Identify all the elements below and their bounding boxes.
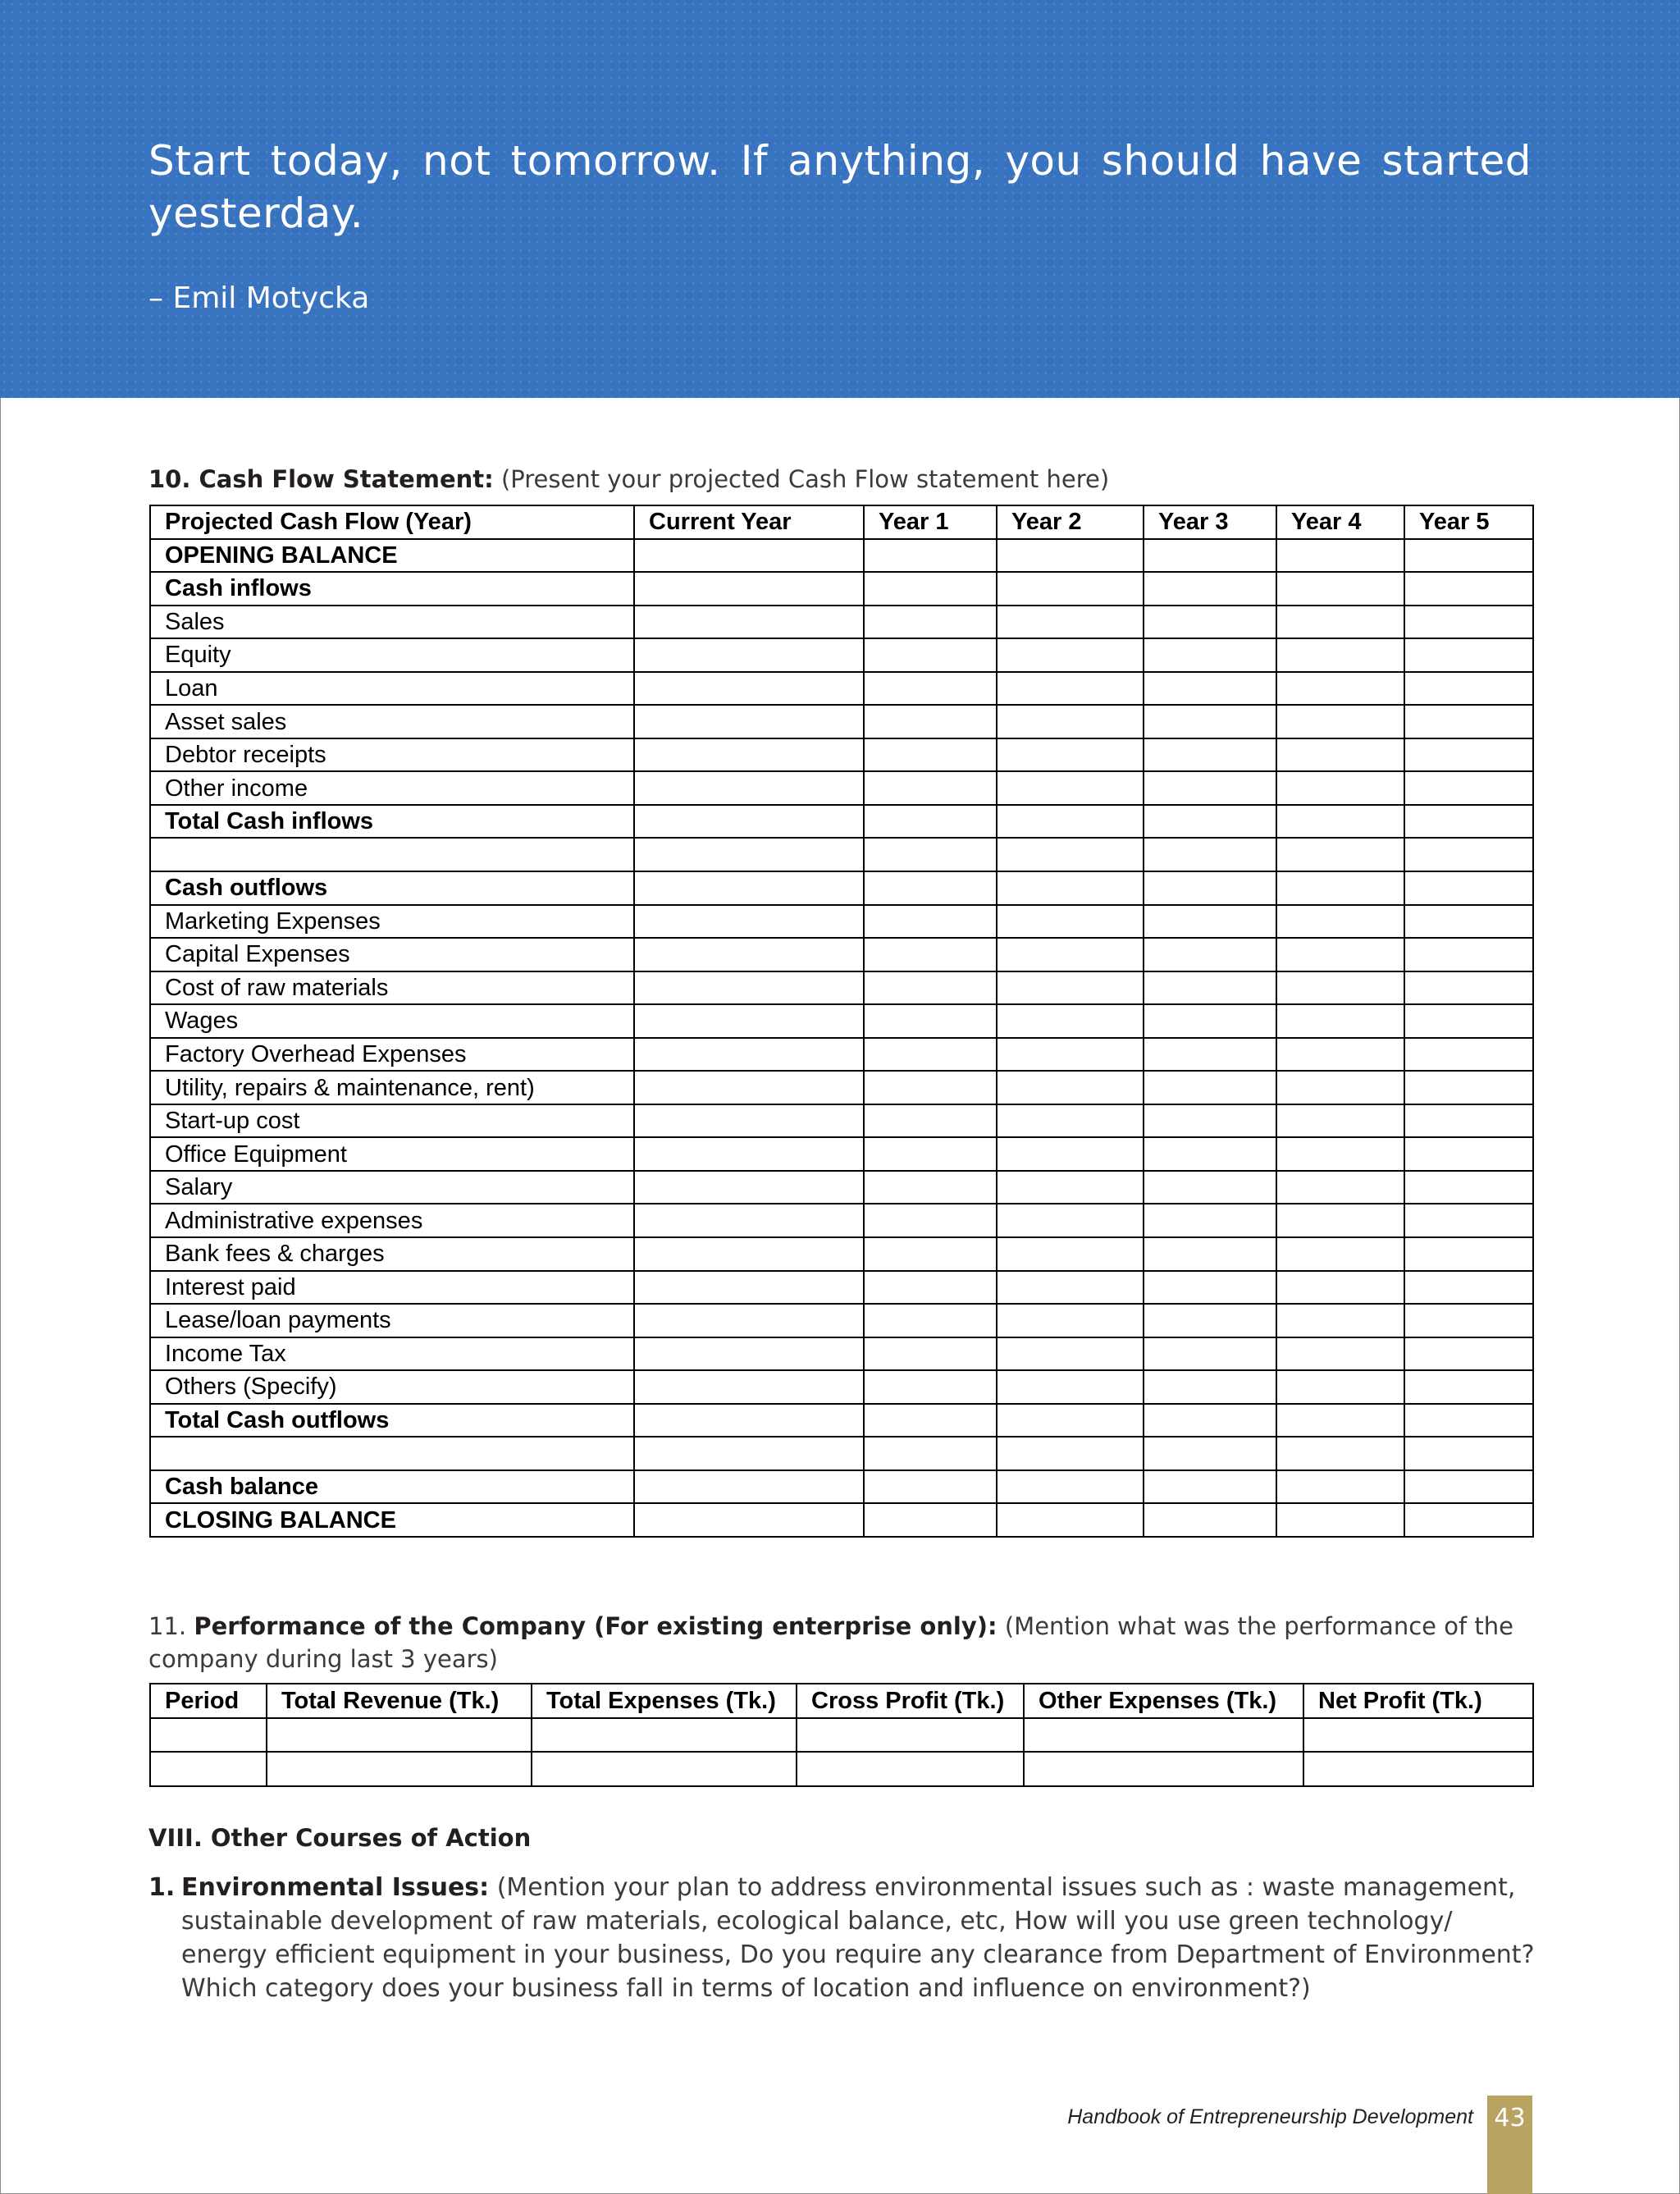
table-row xyxy=(150,672,1533,706)
empty-cell xyxy=(1144,606,1276,639)
row-label xyxy=(150,838,634,871)
empty-cell xyxy=(1276,1104,1404,1138)
empty-cell xyxy=(532,1718,797,1753)
empty-cell xyxy=(864,1437,997,1470)
item-number: 1. xyxy=(148,1873,176,1902)
empty-cell xyxy=(1404,606,1533,639)
row-label: Debtor receipts xyxy=(150,738,634,772)
row-label: Capital Expenses xyxy=(150,938,634,971)
empty-cell xyxy=(997,805,1144,839)
empty-cell xyxy=(1276,1204,1404,1237)
empty-cell xyxy=(997,1437,1144,1470)
empty-cell xyxy=(634,1171,864,1204)
table-header-row xyxy=(150,1684,1533,1718)
empty-cell xyxy=(997,1237,1144,1271)
empty-cell xyxy=(864,1004,997,1038)
empty-cell xyxy=(1276,1337,1404,1371)
empty-cell xyxy=(997,1304,1144,1337)
empty-cell xyxy=(864,838,997,871)
row-label: Others (Specify) xyxy=(150,1370,634,1404)
empty-cell xyxy=(1144,838,1276,871)
table-row xyxy=(150,871,1533,905)
performance-table xyxy=(149,1683,1534,1787)
table-header-row xyxy=(150,505,1533,539)
empty-cell xyxy=(997,771,1144,805)
empty-cell xyxy=(1404,1437,1533,1470)
empty-cell xyxy=(1276,1071,1404,1104)
empty-cell xyxy=(1144,1171,1276,1204)
table-row xyxy=(150,738,1533,772)
empty-cell xyxy=(1404,1470,1533,1504)
empty-cell xyxy=(1404,805,1533,839)
empty-cell xyxy=(1404,905,1533,939)
empty-cell xyxy=(1404,1104,1533,1138)
empty-cell xyxy=(997,1204,1144,1237)
empty-cell xyxy=(1404,1137,1533,1171)
empty-cell xyxy=(864,1104,997,1138)
table-row xyxy=(150,1004,1533,1038)
empty-cell xyxy=(1144,1437,1276,1470)
empty-cell xyxy=(1144,1370,1276,1404)
empty-cell xyxy=(1276,1171,1404,1204)
empty-cell xyxy=(1144,805,1276,839)
empty-cell xyxy=(1144,1137,1276,1171)
row-label: Marketing Expenses xyxy=(150,905,634,939)
table-row xyxy=(150,805,1533,839)
empty-cell xyxy=(864,1237,997,1271)
empty-cell xyxy=(1404,1503,1533,1537)
table-row xyxy=(150,705,1533,738)
empty-cell xyxy=(1276,1404,1404,1438)
empty-cell xyxy=(997,838,1144,871)
table-row xyxy=(150,1038,1533,1072)
empty-cell xyxy=(634,1038,864,1072)
empty-cell xyxy=(1404,771,1533,805)
empty-cell xyxy=(864,1503,997,1537)
empty-cell xyxy=(997,1337,1144,1371)
empty-cell xyxy=(1276,572,1404,606)
empty-cell xyxy=(1276,672,1404,706)
empty-cell xyxy=(864,1271,997,1305)
empty-cell xyxy=(864,1304,997,1337)
column-header: Current Year xyxy=(634,505,864,539)
empty-cell xyxy=(1144,1337,1276,1371)
row-label: OPENING BALANCE xyxy=(150,539,634,573)
empty-cell xyxy=(997,1171,1144,1204)
table-row xyxy=(150,971,1533,1005)
empty-cell xyxy=(1144,1004,1276,1038)
row-label: Lease/loan payments xyxy=(150,1304,634,1337)
row-label: Factory Overhead Expenses xyxy=(150,1038,634,1072)
table-row xyxy=(150,1104,1533,1138)
empty-cell xyxy=(1144,1071,1276,1104)
table-row xyxy=(150,1404,1533,1438)
table-row xyxy=(150,1437,1533,1470)
empty-cell xyxy=(634,1004,864,1038)
empty-cell xyxy=(1144,539,1276,573)
empty-cell xyxy=(1276,638,1404,672)
empty-cell xyxy=(864,638,997,672)
empty-cell xyxy=(1404,1271,1533,1305)
empty-cell xyxy=(1404,1004,1533,1038)
empty-cell xyxy=(864,1171,997,1204)
column-header: Total Expenses (Tk.) xyxy=(532,1684,797,1718)
empty-cell xyxy=(634,705,864,738)
row-label: Other income xyxy=(150,771,634,805)
empty-cell xyxy=(864,771,997,805)
table-row xyxy=(150,1171,1533,1204)
table-row xyxy=(150,771,1533,805)
empty-cell xyxy=(864,1470,997,1504)
row-label xyxy=(150,1437,634,1470)
empty-cell xyxy=(1276,1271,1404,1305)
row-label: Loan xyxy=(150,672,634,706)
row-label: Equity xyxy=(150,638,634,672)
empty-cell xyxy=(1276,905,1404,939)
row-label: Cash outflows xyxy=(150,871,634,905)
empty-cell xyxy=(1404,838,1533,871)
empty-cell xyxy=(634,1503,864,1537)
empty-cell xyxy=(1144,672,1276,706)
table-row xyxy=(150,1718,1533,1753)
empty-cell xyxy=(1144,1038,1276,1072)
table-row xyxy=(150,1503,1533,1537)
empty-cell xyxy=(1276,1437,1404,1470)
empty-cell xyxy=(634,1237,864,1271)
column-header: Period xyxy=(150,1684,267,1718)
row-label: Cash balance xyxy=(150,1470,634,1504)
row-label: Administrative expenses xyxy=(150,1204,634,1237)
empty-cell xyxy=(1276,1137,1404,1171)
quote-text: Start today, not tomorrow. If anything, you should have started yesterday. xyxy=(148,137,1532,237)
empty-cell xyxy=(997,1404,1144,1438)
empty-cell xyxy=(1276,1237,1404,1271)
empty-cell xyxy=(1404,1038,1533,1072)
empty-cell xyxy=(1404,1304,1533,1337)
empty-cell xyxy=(864,705,997,738)
empty-cell xyxy=(997,672,1144,706)
empty-cell xyxy=(797,1752,1024,1786)
empty-cell xyxy=(1276,838,1404,871)
table-row xyxy=(150,905,1533,939)
row-label: Interest paid xyxy=(150,1271,634,1305)
empty-cell xyxy=(997,938,1144,971)
column-header: Year 2 xyxy=(997,505,1144,539)
empty-cell xyxy=(1404,1404,1533,1438)
item-body xyxy=(181,1871,1535,2005)
empty-cell xyxy=(634,1204,864,1237)
footer-book-title: Handbook of Entrepreneurship Development xyxy=(1067,2105,1473,2128)
empty-cell xyxy=(1276,771,1404,805)
empty-cell xyxy=(864,572,997,606)
table-row xyxy=(150,606,1533,639)
empty-cell xyxy=(997,606,1144,639)
performance-heading-note: (Mention what was the performance of the company during last 3 years) xyxy=(148,1612,1513,1673)
empty-cell xyxy=(997,705,1144,738)
empty-cell xyxy=(1144,1271,1276,1305)
empty-cell xyxy=(1404,705,1533,738)
table-row xyxy=(150,539,1533,573)
empty-cell xyxy=(1276,705,1404,738)
empty-cell xyxy=(634,1437,864,1470)
empty-cell xyxy=(634,738,864,772)
empty-cell xyxy=(1404,1337,1533,1371)
empty-cell xyxy=(532,1752,797,1786)
table-row xyxy=(150,838,1533,871)
empty-cell xyxy=(634,1337,864,1371)
empty-cell xyxy=(1404,1204,1533,1237)
empty-cell xyxy=(864,672,997,706)
empty-cell xyxy=(1276,1503,1404,1537)
quote-author: – Emil Motycka xyxy=(148,281,370,315)
empty-cell xyxy=(864,738,997,772)
table-row xyxy=(150,1470,1533,1504)
empty-cell xyxy=(1404,1171,1533,1204)
table-row xyxy=(150,1271,1533,1305)
table-row xyxy=(150,1137,1533,1171)
table-row xyxy=(150,638,1533,672)
empty-cell xyxy=(864,1038,997,1072)
empty-cell xyxy=(634,672,864,706)
empty-cell xyxy=(1404,971,1533,1005)
empty-cell xyxy=(150,1752,267,1786)
table-row xyxy=(150,1204,1533,1237)
quote-banner xyxy=(0,0,1680,398)
row-label: CLOSING BALANCE xyxy=(150,1503,634,1537)
empty-cell xyxy=(1144,1470,1276,1504)
empty-cell xyxy=(1404,539,1533,573)
empty-cell xyxy=(997,971,1144,1005)
empty-cell xyxy=(1404,871,1533,905)
other-courses-heading: VIII. Other Courses of Action xyxy=(148,1824,532,1852)
performance-heading-number: 11. xyxy=(148,1612,187,1640)
empty-cell xyxy=(997,1038,1144,1072)
empty-cell xyxy=(1144,705,1276,738)
empty-cell xyxy=(634,1404,864,1438)
row-label: Salary xyxy=(150,1171,634,1204)
empty-cell xyxy=(1144,638,1276,672)
empty-cell xyxy=(1404,1237,1533,1271)
empty-cell xyxy=(997,1271,1144,1305)
empty-cell xyxy=(267,1752,532,1786)
empty-cell xyxy=(634,1104,864,1138)
empty-cell xyxy=(1276,1470,1404,1504)
empty-cell xyxy=(634,871,864,905)
column-header: Year 5 xyxy=(1404,505,1533,539)
column-header: Net Profit (Tk.) xyxy=(1303,1684,1533,1718)
row-label: Wages xyxy=(150,1004,634,1038)
empty-cell xyxy=(864,871,997,905)
table-row xyxy=(150,938,1533,971)
table-row xyxy=(150,1304,1533,1337)
empty-cell xyxy=(997,1004,1144,1038)
empty-cell xyxy=(1404,738,1533,772)
empty-cell xyxy=(1144,1104,1276,1138)
row-label: Cash inflows xyxy=(150,572,634,606)
empty-cell xyxy=(1144,738,1276,772)
empty-cell xyxy=(634,572,864,606)
empty-cell xyxy=(864,1404,997,1438)
table-row xyxy=(150,1370,1533,1404)
row-label: Income Tax xyxy=(150,1337,634,1371)
empty-cell xyxy=(864,606,997,639)
empty-cell xyxy=(634,838,864,871)
empty-cell xyxy=(997,1370,1144,1404)
empty-cell xyxy=(634,771,864,805)
empty-cell xyxy=(1276,1304,1404,1337)
empty-cell xyxy=(1276,871,1404,905)
column-header: Year 1 xyxy=(864,505,997,539)
empty-cell xyxy=(634,606,864,639)
empty-cell xyxy=(864,1204,997,1237)
empty-cell xyxy=(634,638,864,672)
table-row xyxy=(150,1237,1533,1271)
empty-cell xyxy=(634,805,864,839)
empty-cell xyxy=(1303,1752,1533,1786)
empty-cell xyxy=(997,1503,1144,1537)
column-header: Projected Cash Flow (Year) xyxy=(150,505,634,539)
column-header: Total Revenue (Tk.) xyxy=(267,1684,532,1718)
empty-cell xyxy=(997,638,1144,672)
empty-cell xyxy=(864,905,997,939)
empty-cell xyxy=(997,572,1144,606)
empty-cell xyxy=(1276,1004,1404,1038)
empty-cell xyxy=(634,1137,864,1171)
empty-cell xyxy=(997,905,1144,939)
empty-cell xyxy=(997,1470,1144,1504)
item-title: Environmental Issues: xyxy=(181,1873,490,1902)
empty-cell xyxy=(864,1370,997,1404)
empty-cell xyxy=(864,539,997,573)
empty-cell xyxy=(634,1271,864,1305)
row-label: Utility, repairs & maintenance, rent) xyxy=(150,1071,634,1104)
empty-cell xyxy=(1276,738,1404,772)
cash-flow-heading xyxy=(148,463,1109,496)
empty-cell xyxy=(1404,672,1533,706)
empty-cell xyxy=(1144,1237,1276,1271)
row-label: Asset sales xyxy=(150,705,634,738)
empty-cell xyxy=(1276,971,1404,1005)
empty-cell xyxy=(1404,638,1533,672)
empty-cell xyxy=(997,871,1144,905)
empty-cell xyxy=(1144,905,1276,939)
empty-cell xyxy=(634,971,864,1005)
row-label: Total Cash outflows xyxy=(150,1404,634,1438)
table-row xyxy=(150,1071,1533,1104)
cash-flow-table xyxy=(149,505,1534,1538)
empty-cell xyxy=(150,1718,267,1753)
empty-cell xyxy=(864,1137,997,1171)
row-label: Start-up cost xyxy=(150,1104,634,1138)
empty-cell xyxy=(1276,805,1404,839)
empty-cell xyxy=(1144,1404,1276,1438)
empty-cell xyxy=(997,738,1144,772)
empty-cell xyxy=(997,1104,1144,1138)
column-header: Year 4 xyxy=(1276,505,1404,539)
empty-cell xyxy=(634,1304,864,1337)
empty-cell xyxy=(267,1718,532,1753)
empty-cell xyxy=(997,1137,1144,1171)
table-row xyxy=(150,1337,1533,1371)
empty-cell xyxy=(634,539,864,573)
empty-cell xyxy=(864,971,997,1005)
empty-cell xyxy=(864,938,997,971)
column-header: Other Expenses (Tk.) xyxy=(1024,1684,1303,1718)
empty-cell xyxy=(1144,938,1276,971)
item-text: (Mention your plan to address environmental issues such as : waste management, sustainable development of raw materials, ecological balance, etc, How will you use green technology/ energy efficient equipment in your business, Do you require any clearance from Department of Environment? Which category does your business fall in terms of location and influence on environment?) xyxy=(181,1873,1535,2003)
empty-cell xyxy=(1144,771,1276,805)
empty-cell xyxy=(1404,938,1533,971)
row-label: Total Cash inflows xyxy=(150,805,634,839)
empty-cell xyxy=(997,1071,1144,1104)
row-label: Sales xyxy=(150,606,634,639)
page-number: 43 xyxy=(1494,2104,1526,2132)
column-header: Year 3 xyxy=(1144,505,1276,539)
empty-cell xyxy=(1144,871,1276,905)
empty-cell xyxy=(864,805,997,839)
row-label: Bank fees & charges xyxy=(150,1237,634,1271)
empty-cell xyxy=(1404,1071,1533,1104)
empty-cell xyxy=(1303,1718,1533,1753)
empty-cell xyxy=(1024,1752,1303,1786)
empty-cell xyxy=(634,938,864,971)
page-number-tab xyxy=(1487,2096,1532,2194)
empty-cell xyxy=(864,1337,997,1371)
empty-cell xyxy=(797,1718,1024,1753)
empty-cell xyxy=(634,1370,864,1404)
empty-cell xyxy=(634,905,864,939)
empty-cell xyxy=(1144,1204,1276,1237)
empty-cell xyxy=(1024,1718,1303,1753)
cash-flow-heading-title: 10. Cash Flow Statement: xyxy=(148,465,494,493)
table-row xyxy=(150,572,1533,606)
column-header: Cross Profit (Tk.) xyxy=(797,1684,1024,1718)
performance-heading xyxy=(148,1610,1535,1675)
empty-cell xyxy=(634,1071,864,1104)
performance-heading-title: Performance of the Company (For existing enterprise only): xyxy=(194,1612,998,1640)
empty-cell xyxy=(1404,1370,1533,1404)
empty-cell xyxy=(634,1470,864,1504)
empty-cell xyxy=(1144,1304,1276,1337)
empty-cell xyxy=(997,539,1144,573)
table-row xyxy=(150,1752,1533,1786)
empty-cell xyxy=(1144,572,1276,606)
empty-cell xyxy=(1404,572,1533,606)
row-label: Office Equipment xyxy=(150,1137,634,1171)
empty-cell xyxy=(1276,606,1404,639)
empty-cell xyxy=(1276,938,1404,971)
empty-cell xyxy=(1144,971,1276,1005)
row-label: Cost of raw materials xyxy=(150,971,634,1005)
empty-cell xyxy=(1144,1503,1276,1537)
environmental-issues-item xyxy=(148,1871,1535,2005)
empty-cell xyxy=(1276,1038,1404,1072)
empty-cell xyxy=(864,1071,997,1104)
empty-cell xyxy=(1276,539,1404,573)
cash-flow-heading-note: (Present your projected Cash Flow statement here) xyxy=(500,465,1110,493)
empty-cell xyxy=(1276,1370,1404,1404)
